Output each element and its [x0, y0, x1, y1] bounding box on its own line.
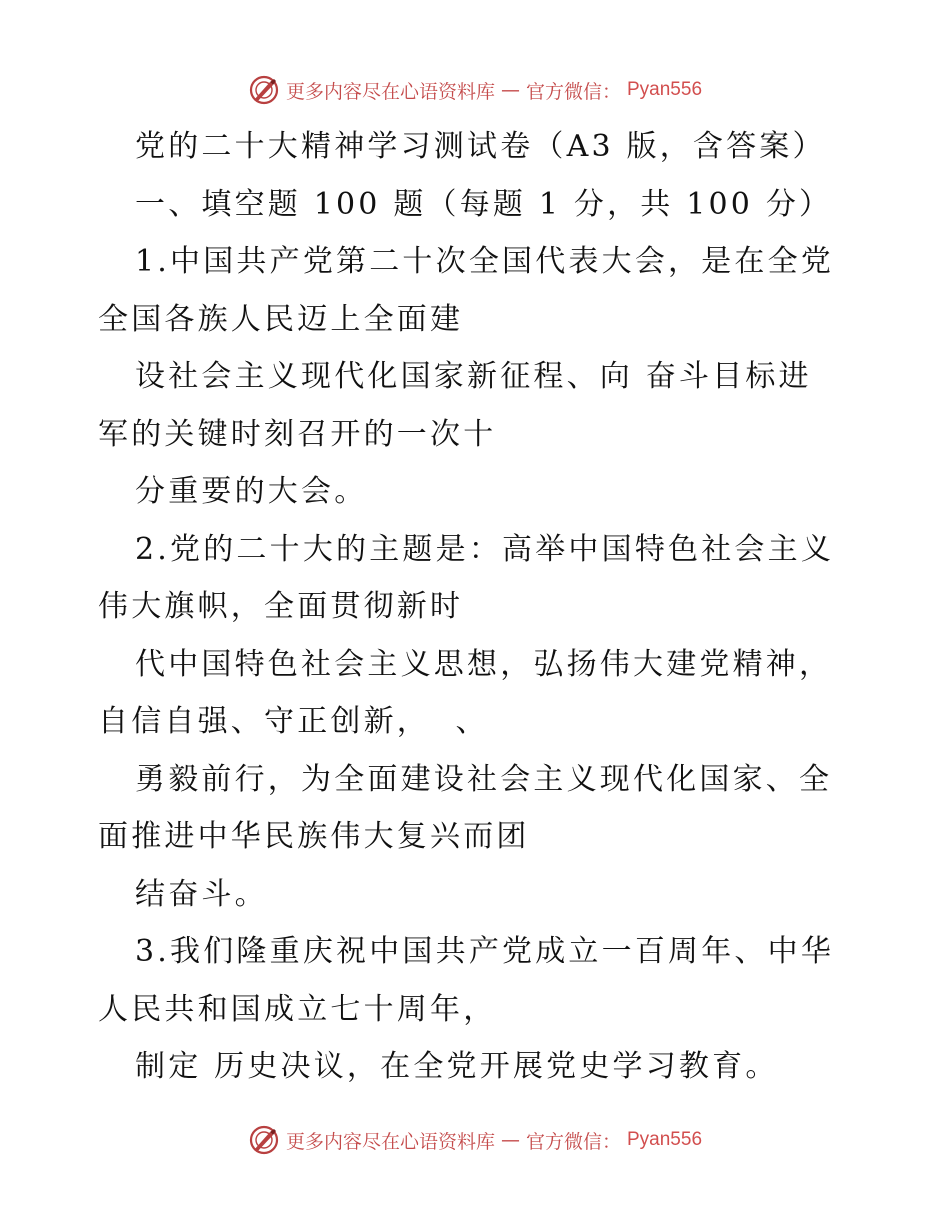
- pen-circle-logo-icon: [248, 1124, 280, 1156]
- banner-wechat-handle: Pyan556: [627, 79, 703, 100]
- question-3-line-3: 制定 历史决议，在全党开展党史学习教育。: [135, 1049, 779, 1084]
- question-2-line-6: 面推进中华民族伟大复兴而团: [98, 819, 530, 854]
- section-heading: 一、填空题 100 题（每题 1 分，共 100 分）: [135, 186, 833, 222]
- banner-wechat-handle: Pyan556: [627, 1129, 703, 1150]
- bottom-watermark-banner: [0, 1120, 950, 1160]
- banner-separator: —: [500, 1129, 520, 1151]
- question-2-line-3: 代中国特色社会主义思想，弘扬伟大建党精神，: [135, 646, 833, 682]
- banner-site-text: 更多内容尽在心语资料库: [285, 80, 495, 103]
- pen-circle-logo-icon: [248, 74, 280, 106]
- banner-official-label: 官方微信：: [525, 80, 621, 103]
- document-body: [98, 118, 858, 1096]
- question-1-line-4: 军的关键时刻召开的一次十: [98, 416, 497, 452]
- banner-site-text: 更多内容尽在心语资料库: [285, 1130, 495, 1153]
- question-2-line-4: 自信自强、守正创新， 、: [98, 704, 489, 739]
- document-title: 党的二十大精神学习测试卷（A3 版，含答案）: [135, 129, 826, 164]
- question-2-line-1: 2.党的二十大的主题是：高举中国特色社会主义: [135, 531, 835, 567]
- banner-separator: —: [500, 79, 520, 101]
- question-3-line-1: 3.我们隆重庆祝中国共产党成立一百周年、中华: [135, 934, 835, 969]
- question-2-line-2: 伟大旗帜，全面贯彻新时: [98, 589, 464, 624]
- question-3-line-2: 人民共和国成立七十周年，: [98, 991, 497, 1027]
- question-1-line-3: 设社会主义现代化国家新征程、向 奋斗目标进: [135, 359, 812, 394]
- question-2-line-7: 结奋斗。: [135, 876, 268, 912]
- question-1-line-2: 全国各族人民迈上全面建: [98, 301, 464, 337]
- question-2-line-5: 勇毅前行，为全面建设社会主义现代化国家、全: [135, 761, 833, 797]
- top-watermark-banner: [0, 70, 950, 110]
- question-1-line-1: 1.中国共产党第二十次全国代表大会，是在全党: [135, 244, 835, 279]
- question-1-line-5: 分重要的大会。: [135, 474, 368, 509]
- banner-official-label: 官方微信：: [525, 1130, 621, 1153]
